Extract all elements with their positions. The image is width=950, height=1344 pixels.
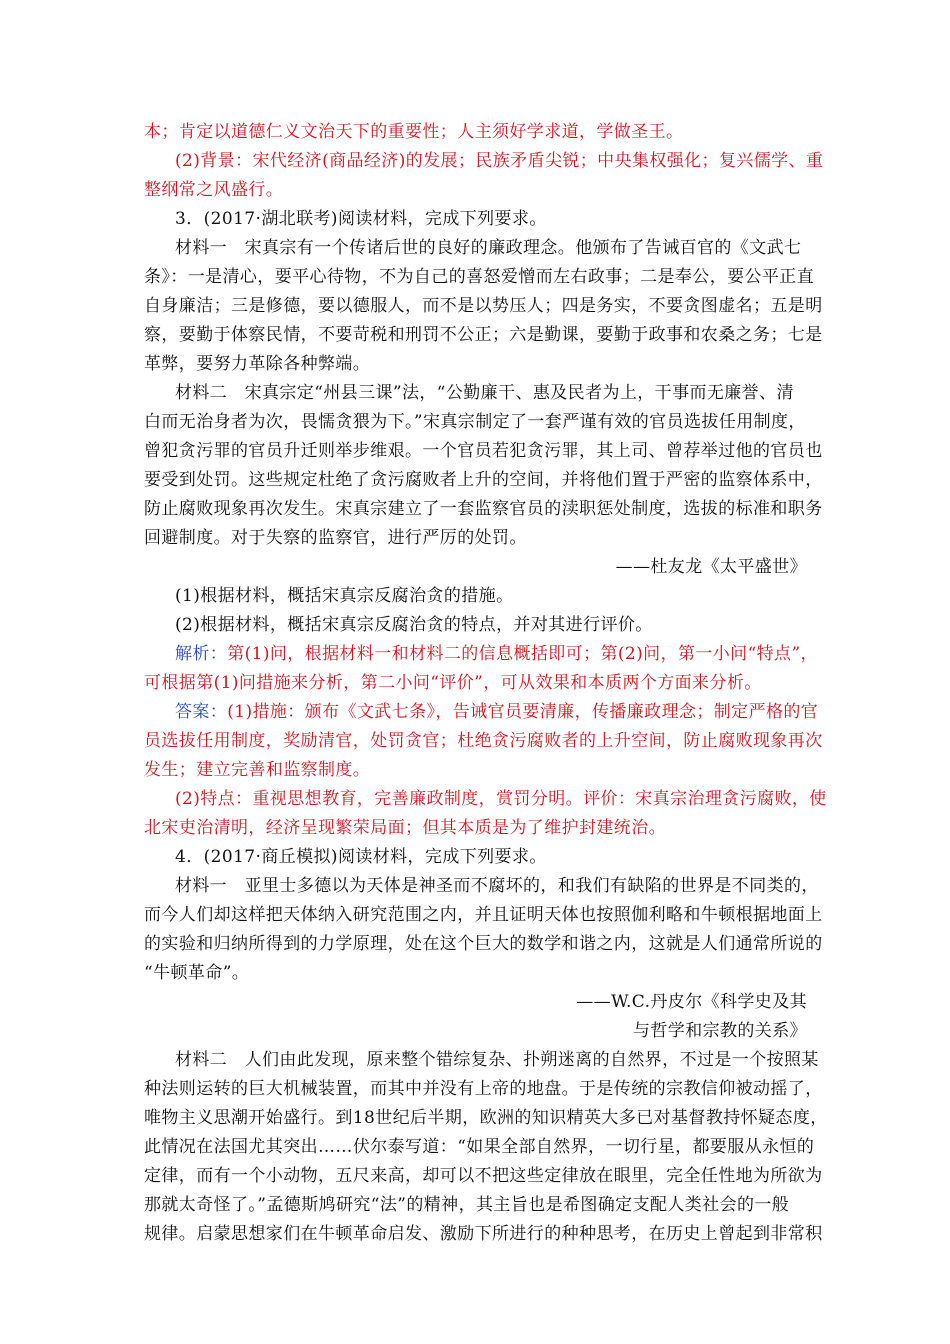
question-item: (1)根据材料，概括宋真宗反腐治贪的措施。 [175, 586, 514, 606]
material-line: 此情况在法国尤其突出……伏尔泰写道：“如果全部自然界，一切行星，都要服从永恒的 [144, 1137, 815, 1157]
question-heading: 3．(2017·湖北联考)阅读材料，完成下列要求。 [175, 209, 547, 229]
answer-line: 本；肯定以道德仁义文治天下的重要性；人主须好学求道，学做圣王。 [144, 122, 684, 142]
answer-line: (2)背景：宋代经济(商品经济)的发展；民族矛盾尖锐；中央集权强化；复兴儒学、重 [175, 151, 824, 171]
citation: ——杜友龙《太平盛世》 [615, 557, 807, 577]
material-line: 唯物主义思潮开始盛行。到18世纪后半期，欧洲的知识精英大多已对基督教持怀疑态度， [144, 1108, 828, 1128]
material-line: 而今人们却这样把天体纳入研究范围之内，并且证明天体也按照伽利略和牛顿根据地面上 [144, 905, 823, 925]
answer-label: 答案： [175, 702, 228, 722]
material-line: 材料一 亚里士多德以为天体是神圣而不腐坏的，和我们有缺陷的世界是不同类的， [175, 876, 819, 896]
material-line: 的实验和归纳所得到的力学原理，处在这个巨大的数学和谐之内，这就是人们通常所说的 [144, 934, 823, 954]
material-line: 材料二 宋真宗定“州县三课”法，“公勤廉干、惠及民者为上，干事而无廉誉、清 [175, 383, 794, 403]
analysis-line: 可根据第(1)问措施来分析，第二小问“评价”，可从效果和本质两个方面来分析。 [144, 673, 762, 693]
question-heading: 4．(2017·商丘模拟)阅读材料，完成下列要求。 [175, 847, 547, 867]
answer-text: (1)措施：颁布《文武七条》，告诫官员要清廉，传播廉政理念；制定严格的官 [227, 702, 819, 722]
material-line: 定律，而有一个小动物，五尺来高，却可以不把这些定律放在眼里，完全任性地为所欲为 [144, 1166, 823, 1186]
material-line: 要受到处罚。这些规定杜绝了贪污腐败者上升的空间，并将他们置于严密的监察体系中， [144, 470, 823, 490]
material-line: 材料一 宋真宗有一个传诸后世的良好的廉政理念。他颁布了告诫百官的《文武七 [175, 238, 802, 258]
answer-line: 北宋吏治清明，经济呈现繁荣局面；但其本质是为了维护封建统治。 [144, 818, 666, 838]
material-line: 白而无治身者为次，畏懦贪猥为下。”宋真宗制定了一套严谨有效的官员选拔任用制度， [144, 412, 806, 432]
material-line: “牛顿革命”。 [144, 963, 250, 983]
material-line: 防止腐败现象再次发生。宋真宗建立了一套监察官员的渎职惩处制度，选拔的标准和职务 [144, 499, 823, 519]
analysis-line [175, 644, 818, 664]
material-line: 察，要勤于体察民情，不要苛税和刑罚不公正；六是勤课，要勤于政事和农桑之务；七是 [144, 325, 823, 345]
answer-line: 发生；建立完善和监察制度。 [144, 760, 371, 780]
answer-line: 员选拔任用制度，奖励清官，处罚贪官；杜绝贪污腐败者的上升空间，防止腐败现象再次 [144, 731, 823, 751]
material-line: 革弊，要努力革除各种弊端。 [144, 354, 371, 374]
material-line: 曾犯贪污罪的官员升迁则举步维艰。一个官员若犯贪污罪，其上司、曾荐举过他的官员也 [144, 441, 823, 461]
analysis-text: 第(1)问，根据材料一和材料二的信息概括即可；第(2)问，第一小问“特点”， [227, 644, 818, 664]
answer-line: 整纲常之风盛行。 [144, 180, 284, 200]
material-line: 规律。启蒙思想家们在牛顿革命启发、激励下所进行的种种思考，在历史上曾起到非常积 [144, 1224, 823, 1244]
answer-line: (2)特点：重视思想教育，完善廉政制度，赏罚分明。评价：宋真宗治理贪污腐败，使 [175, 789, 827, 809]
material-line: 自身廉洁；三是修德，要以德服人，而不是以势压人；四是务实，不要贪图虚名；五是明 [144, 296, 823, 316]
citation: ——W.C.丹皮尔《科学史及其 [576, 992, 807, 1012]
material-line: 材料二 人们由此发现，原来整个错综复杂、扑朔迷离的自然界，不过是一个按照某 [175, 1050, 819, 1070]
material-line: 种法则运转的巨大机械装置，而其中并没有上帝的地盘。于是传统的宗教信仰被动摇了， [144, 1079, 823, 1099]
answer-line [175, 702, 818, 722]
question-item: (2)根据材料，概括宋真宗反腐治贪的特点，并对其进行评价。 [175, 615, 653, 635]
citation: 与哲学和宗教的关系》 [633, 1021, 807, 1041]
material-line: 条》：一是清心，要平心待物，不为自己的喜怒爱憎而左右政事；二是奉公，要公平正直 [144, 267, 815, 287]
material-line: 回避制度。对于失察的监察官，进行严厉的处罚。 [144, 528, 527, 548]
analysis-label: 解析： [175, 644, 228, 664]
material-line: 那就太奇怪了。”孟德斯鸠研究“法”的精神，其主旨也是希图确定支配人类社会的一般 [144, 1195, 790, 1215]
